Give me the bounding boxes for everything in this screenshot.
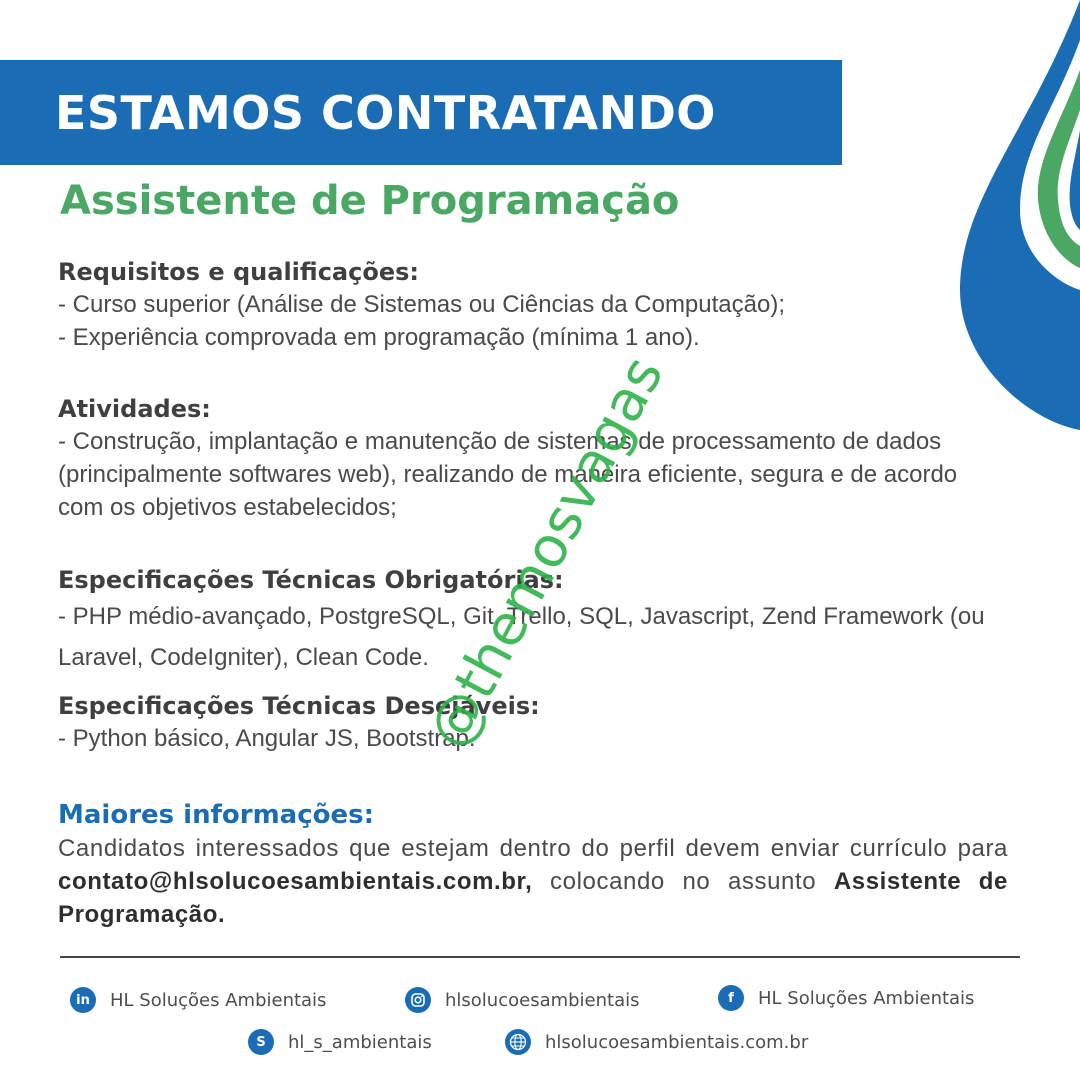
instagram-label: hlsolucoesambientais: [445, 989, 640, 1011]
more-info-text-middle: colocando no assunto: [532, 868, 834, 895]
facebook-icon: f: [718, 985, 744, 1011]
skype-icon: S: [248, 1029, 274, 1055]
instagram-contact[interactable]: [405, 987, 640, 1013]
requirement-line: - Experiência comprovada em programação (mínima 1 ano).: [58, 324, 700, 351]
website-contact[interactable]: [505, 1029, 808, 1055]
linkedin-label: HL Soluções Ambientais: [110, 989, 327, 1011]
linkedin-icon: in: [70, 987, 96, 1013]
activities-section: [58, 395, 1008, 524]
more-info-section: [58, 800, 1008, 931]
more-info-text: [58, 832, 1008, 931]
desired-specs-text: - Python básico, Angular JS, Bootstrap.: [58, 725, 476, 752]
watermark: @themosvagas: [416, 346, 677, 759]
email-subject: Assistente de Programação.: [58, 868, 1009, 928]
more-info-heading: Maiores informações:: [58, 800, 375, 830]
requirement-line: - Curso superior (Análise de Sistemas ou Ciências da Computação);: [58, 291, 785, 318]
desired-specs-section: [58, 692, 1008, 755]
contact-email[interactable]: contato@hlsolucoesambientais.com.br,: [58, 868, 533, 895]
skype-contact[interactable]: [248, 1029, 432, 1055]
mandatory-specs-heading: Especificações Técnicas Obrigatórias:: [58, 566, 564, 594]
mandatory-specs-section: [58, 566, 1008, 678]
globe-icon: [505, 1029, 531, 1055]
banner-title: ESTAMOS CONTRATANDO: [55, 85, 716, 140]
more-info-text-before: Candidatos interessados que estejam dentro do perfil devem enviar currículo para: [58, 835, 1008, 862]
website-label: hlsolucoesambientais.com.br: [545, 1031, 809, 1053]
job-title: Assistente de Programação: [60, 178, 680, 224]
requirements-heading: Requisitos e qualificações:: [58, 258, 419, 286]
footer-divider: [60, 956, 1020, 958]
facebook-label: HL Soluções Ambientais: [758, 987, 975, 1009]
activities-text: - Construção, implantação e manutenção de sistemas de processamento de dados (principalmente softwares web), realizando de maneira eficiente, segura e de acordo com os objetivos estabelecidos;: [58, 428, 958, 521]
facebook-contact[interactable]: [718, 985, 974, 1011]
activities-heading: Atividades:: [58, 395, 211, 423]
requirements-section: [58, 258, 1008, 354]
company-logo-drop: [930, 0, 1080, 430]
hiring-banner: [0, 60, 842, 165]
linkedin-contact[interactable]: [70, 987, 326, 1013]
desired-specs-heading: Especificações Técnicas Desejáveis:: [58, 692, 540, 720]
mandatory-specs-text: - PHP médio-avançado, PostgreSQL, Git, Trello, SQL, Javascript, Zend Framework (ou Laravel, CodeIgniter), Clean Code.: [58, 603, 985, 671]
instagram-icon: [405, 987, 431, 1013]
skype-label: hl_s_ambientais: [288, 1031, 432, 1053]
